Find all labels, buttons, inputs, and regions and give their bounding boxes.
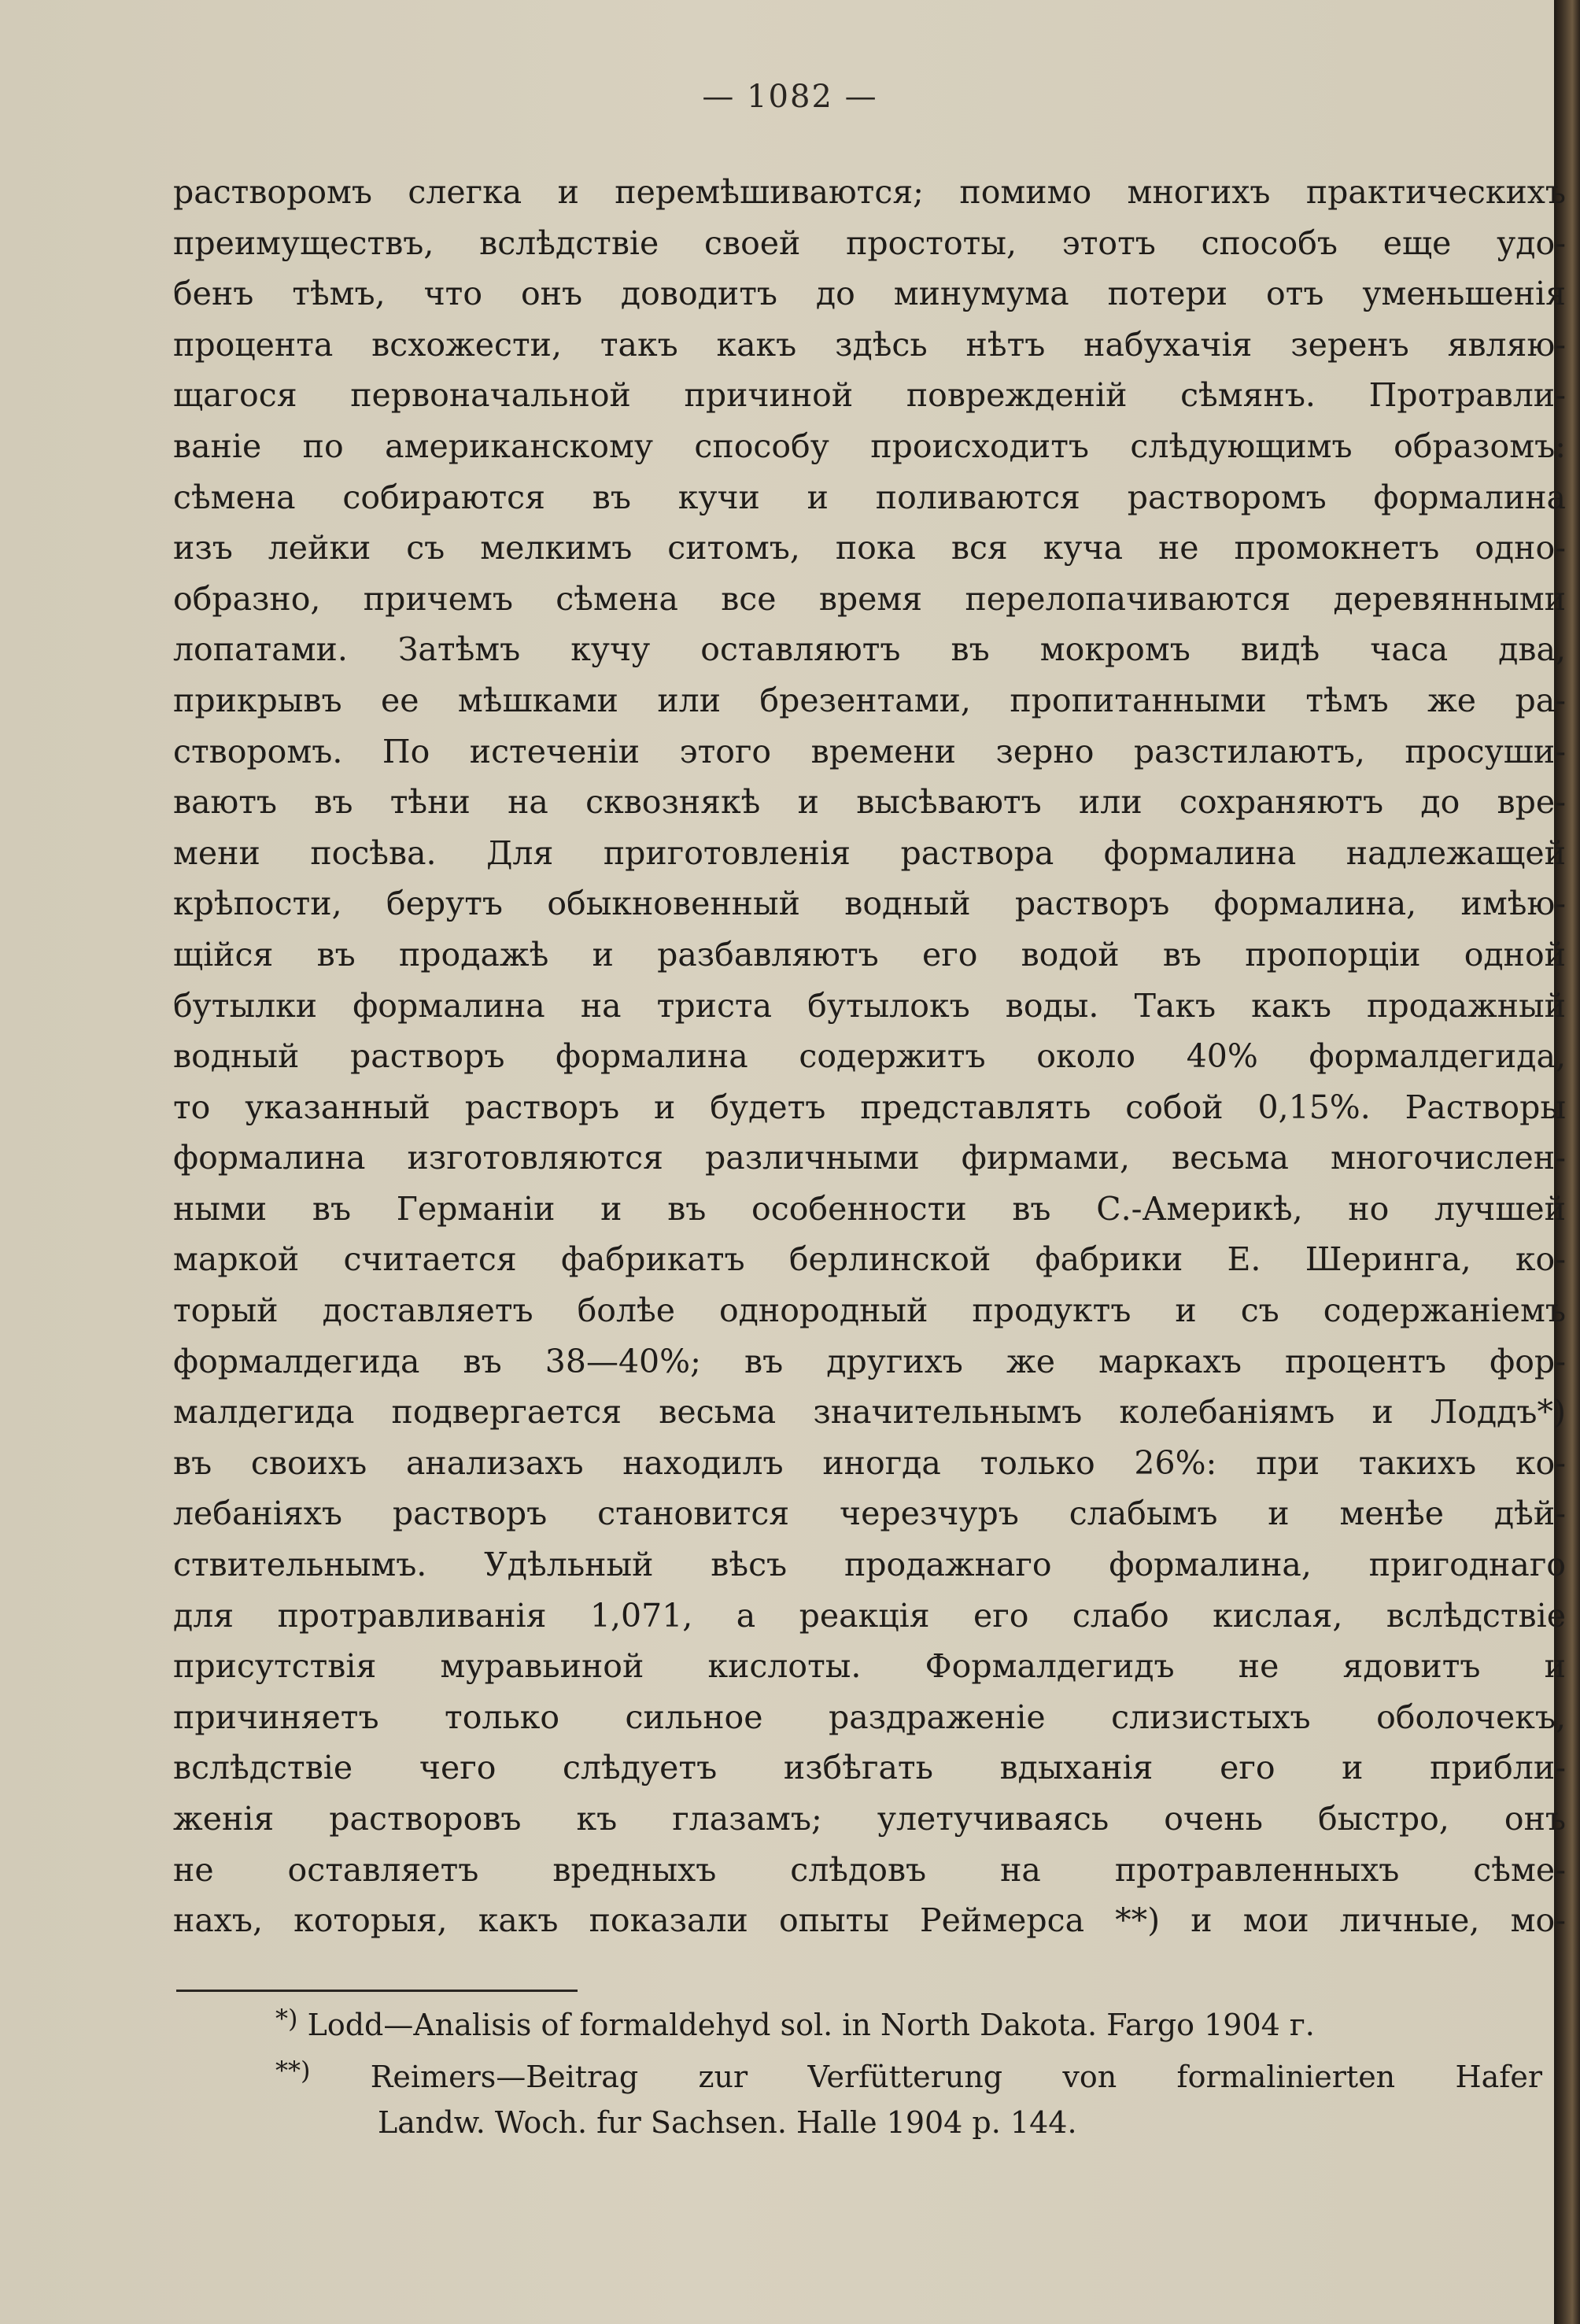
page-number: — 1082 — xyxy=(702,79,878,115)
body-line: лопатами. Затѣмъ кучу оставляютъ въ мокромъ видѣ часа два, xyxy=(173,630,1566,669)
body-line: бутылки формалина на триста бутылокъ воды. Такъ какъ продажный xyxy=(173,986,1566,1025)
footnote-1 xyxy=(275,1996,1542,2048)
body-line: щагося первоначальной причиной поврежденій сѣмянъ. Протравли- xyxy=(173,376,1566,415)
body-line: присутствія муравьиной кислоты. Формалдегидъ не ядовитъ и xyxy=(173,1647,1566,1686)
body-line: причиняетъ только сильное раздраженіе слизистыхъ оболочекъ, xyxy=(173,1698,1566,1736)
footnote-2-continuation xyxy=(275,2100,1542,2145)
body-line: изъ лейки съ мелкимъ ситомъ, пока вся куча не промокнетъ одно- xyxy=(173,529,1566,567)
body-line: ваніе по американскому способу происходитъ слѣдующимъ образомъ: xyxy=(173,427,1566,465)
body-line: формалдегида въ 38—40%; въ другихъ же маркахъ процентъ фор- xyxy=(173,1342,1566,1380)
footnote-2 xyxy=(275,2048,1542,2100)
body-line: сѣмена собираются въ кучи и поливаются растворомъ формалина xyxy=(173,478,1566,516)
body-line: мени посѣва. Для приготовленія раствора формалина надлежащей xyxy=(173,833,1566,872)
body-line: лебаніяхъ растворъ становится черезчуръ слабымъ и менѣе дѣй- xyxy=(173,1495,1566,1533)
footnotes xyxy=(275,1996,1542,2145)
body-line: женія растворовъ къ глазамъ; улетучиваясь очень быстро, онъ xyxy=(173,1800,1566,1838)
footnote-1-text: Lodd—Analisis of formaldehyd sol. in North Dakota. Fargo 1904 г. xyxy=(307,2008,1315,2042)
body-text xyxy=(173,167,1566,1946)
body-line: малдегида подвергается весьма значительнымъ колебаніямъ и Лоддъ*) xyxy=(173,1393,1566,1432)
footnote-2-line-1: Reimers—Beitrag zur Verfütterung von formalinierten Hafer xyxy=(370,2060,1542,2094)
body-line: крѣпости, берутъ обыкновенный водный растворъ формалина, имѣю- xyxy=(173,885,1566,923)
body-line: торый доставляетъ болѣе однородный продуктъ и съ содержаніемъ xyxy=(173,1291,1566,1330)
body-line: въ своихъ анализахъ находилъ иногда только 26%: при такихъ ко- xyxy=(173,1443,1566,1482)
body-line: нахъ, которыя, какъ показали опыты Реймерса **) и мои личные, мо- xyxy=(173,1901,1566,1940)
body-line: ваютъ въ тѣни на сквознякѣ и высѣваютъ или сохраняютъ до вре- xyxy=(173,783,1566,822)
body-line: ными въ Германіи и въ особенности въ С.-Америкѣ, но лучшей xyxy=(173,1189,1566,1228)
body-line: не оставляетъ вредныхъ слѣдовъ на протравленныхъ сѣме- xyxy=(173,1850,1566,1889)
body-line: образно, причемъ сѣмена все время перелопачиваются деревянными xyxy=(173,579,1566,618)
footnote-2-mark: **) xyxy=(275,2056,311,2086)
footnote-1-mark: *) xyxy=(275,2004,298,2034)
body-line: бенъ тѣмъ, что онъ доводитъ до минумума потери отъ уменьшенія xyxy=(173,275,1566,313)
body-line: преимуществъ, вслѣдствіе своей простоты, этотъ способъ еще удо- xyxy=(173,224,1566,262)
body-line: для протравливанія 1,071, а реакція его слабо кислая, вслѣдствіе xyxy=(173,1596,1566,1635)
footnote-2-line-2: Landw. Woch. fur Sachsen. Halle 1904 р. 144. xyxy=(378,2105,1077,2140)
body-line: процента всхожести, такъ какъ здѣсь нѣтъ набухачія зеренъ являю- xyxy=(173,325,1566,364)
body-line: створомъ. По истеченіи этого времени зерно разстилаютъ, просуши- xyxy=(173,732,1566,770)
body-line: формалина изготовляются различными фирмами, весьма многочислен- xyxy=(173,1139,1566,1177)
body-line: водный растворъ формалина содержитъ около 40% формалдегида, xyxy=(173,1037,1566,1076)
body-line: ствительнымъ. Удѣльный вѣсъ продажнаго формалина, пригоднаго xyxy=(173,1546,1566,1584)
body-line: то указанный растворъ и будетъ представлять собой 0,15%. Растворы xyxy=(173,1088,1566,1126)
body-line: вслѣдствіе чего слѣдуетъ избѣгать вдыханія его и прибли- xyxy=(173,1749,1566,1787)
body-line: маркой считается фабрикатъ берлинской фабрики Е. Шеринга, ко- xyxy=(173,1240,1566,1279)
footnote-rule xyxy=(176,1990,578,1992)
body-line: растворомъ слегка и перемѣшиваются; помимо многихъ практическихъ xyxy=(173,173,1566,211)
body-line: щійся въ продажѣ и разбавляютъ его водой въ пропорціи одной xyxy=(173,935,1566,974)
body-line: прикрывъ ее мѣшками или брезентами, пропитанными тѣмъ же ра- xyxy=(173,681,1566,719)
